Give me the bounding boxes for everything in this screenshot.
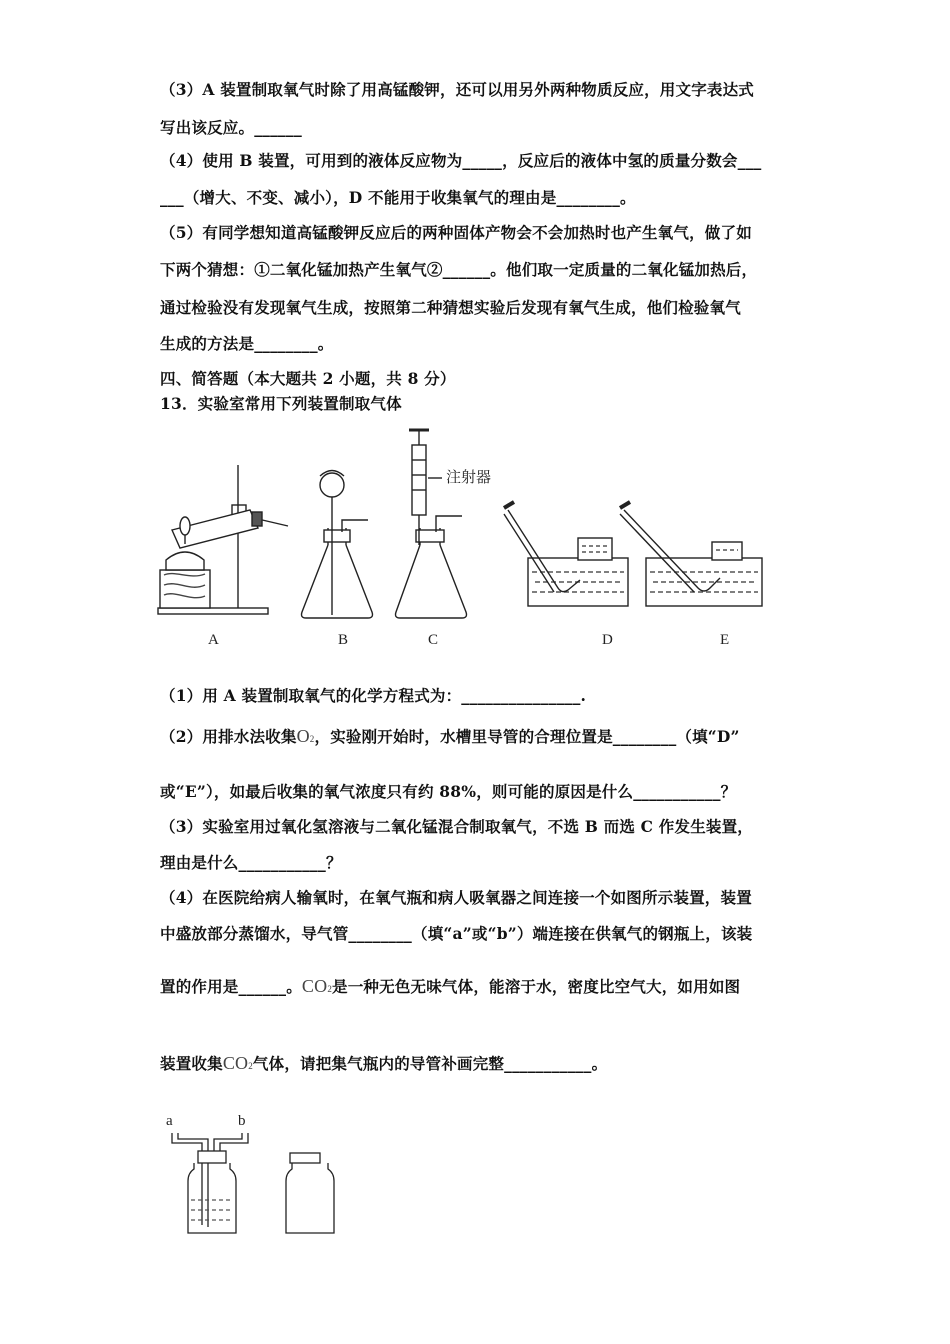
q13-part4-line4: 装置收集CO2气体，请把集气瓶内的导管补画完整___________。 (160, 1053, 608, 1073)
co2-formula-2: CO2 (222, 1053, 253, 1073)
q13-part2-start: （2）用排水法收集 (160, 727, 297, 746)
co2-formula: CO2 (301, 976, 333, 996)
part3-line1: （3）A 装置制取氧气时除了用高锰酸钾，还可以用另外两种物质反应，用文字表达式 (160, 80, 755, 99)
q13-part2-line2: 或“E”），如最后收集的氧气浓度只有约 88%，则可能的原因是什么___________？ (160, 782, 737, 801)
q13-part1: （1）用 A 装置制取氧气的化学方程式为：_______________. (160, 686, 587, 705)
label-c: C (428, 632, 439, 648)
part3-line2: 写出该反应。______ (160, 118, 302, 137)
bottles-figure (160, 1105, 380, 1245)
apparatus-d (504, 502, 628, 606)
label-a: A (208, 632, 219, 648)
q13-part3-line2: 理由是什么___________？ (160, 853, 342, 872)
label-e: E (720, 632, 730, 648)
collecting-bottle (286, 1153, 334, 1233)
label-b: B (338, 632, 349, 648)
q13-part2-line1 (160, 725, 740, 747)
label-tube-b: b (238, 1113, 246, 1129)
apparatus-figure (150, 420, 790, 655)
q13-part4-line1: （4）在医院给病人输氧时，在氧气瓶和病人吸氧器之间连接一个如图所示装置，装置 (160, 888, 752, 907)
apparatus-c (396, 430, 467, 618)
question-13-title: 13．实验室常用下列装置制取气体 (160, 394, 402, 413)
part5-line3: 通过检验没有发现氧气生成，按照第二种猜想实验后发现有氧气生成，他们检验氧气 (160, 298, 741, 317)
apparatus-b (302, 471, 373, 619)
q13-part3-line1: （3）实验室用过氧化氢溶液与二氧化锰混合制取氧气，不选 B 而选 C 作发生装置， (160, 817, 754, 836)
label-tube-a: a (166, 1113, 173, 1129)
q13-part4-line2: 中盛放部分蒸馏水，导气管________（填“a”或“b”）端连接在供氧气的钢瓶上，该装 (160, 924, 753, 943)
apparatus-e (620, 502, 762, 606)
label-d: D (602, 632, 613, 648)
part5-line2: 下两个猜想：①二氧化锰加热产生氧气②______。他们取一定质量的二氧化锰加热后， (160, 260, 758, 279)
q13-part4-line3: 置的作用是______。CO2是一种无色无味气体，能溶于水，密度比空气大，如用如图 (160, 976, 741, 996)
part4-line2: ___（增大、不变、减小），D 不能用于收集氧气的理由是________。 (160, 188, 636, 207)
syringe-label: 注射器 (446, 470, 492, 486)
o2-formula: O2 (296, 726, 315, 746)
apparatus-a (158, 465, 288, 614)
part5-line1: （5）有同学想知道高锰酸钾反应后的两种固体产物会不会加热时也产生氧气，做了如 (160, 223, 752, 242)
part4-line1: （4）使用 B 装置，可用到的液体反应物为_____，反应后的液体中氢的质量分数会___ (160, 151, 762, 170)
section-heading: 四、简答题（本大题共 2 小题，共 8 分） (160, 369, 456, 388)
q13-part2-end: ，实验刚开始时，水槽里导管的合理位置是________（填“D” (314, 727, 740, 746)
part5-line4: 生成的方法是________。 (160, 334, 334, 353)
gas-washing-bottle (172, 1133, 248, 1233)
